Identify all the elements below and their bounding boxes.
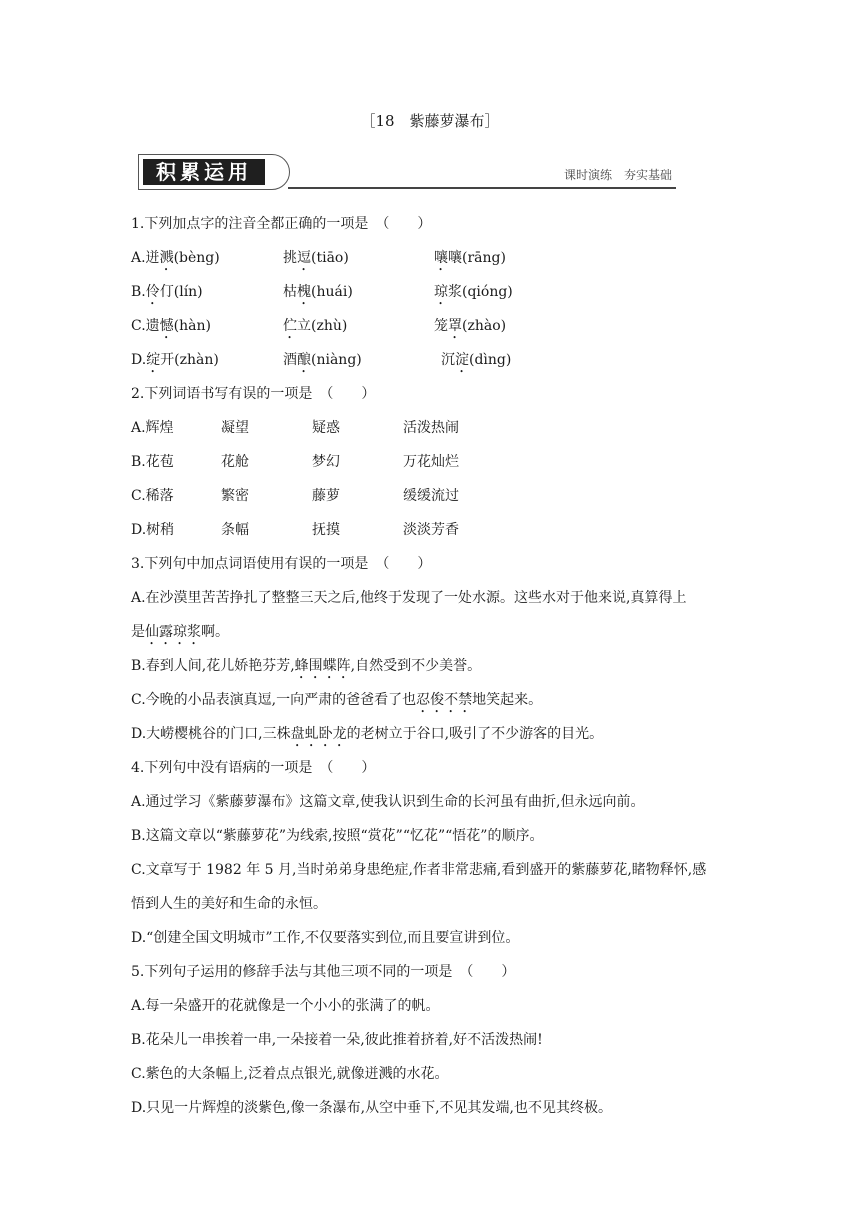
q1-option-a — [131, 244, 731, 278]
q2-a-1: A.辉煌 — [131, 420, 174, 436]
q3-d-pre: D.大崂樱桃谷的门口,三株 — [131, 726, 291, 742]
q1-d-3: 沉淀(dìng) — [441, 352, 512, 368]
q3-a-pre: 是 — [131, 624, 145, 640]
q1-a-1: A.迸溅(bèng) — [131, 250, 220, 266]
questions — [131, 210, 731, 1128]
q3-option-b — [131, 652, 731, 686]
q2-a-2: 凝望 — [221, 420, 249, 436]
banner-tab — [138, 154, 290, 190]
q1-option-c — [131, 312, 731, 346]
q3-c-post: 地笑起来。 — [472, 692, 543, 708]
q3-d-post: 的老树立于谷口,吸引了不少游客的目光。 — [346, 726, 604, 742]
q2-b-3: 梦幻 — [312, 454, 340, 470]
q2-b-4: 万花灿烂 — [403, 454, 459, 470]
q5-option-a: A.每一朵盛开的花就像是一个小小的张满了的帆。 — [131, 998, 440, 1014]
q4-option-c-line1: C.文章写于 1982 年 5 月,当时弟弟身患绝症,作者非常悲痛,看到盛开的紫藤萝花,睹物释怀,感 — [131, 862, 707, 878]
question-1-stem: 1.下列加点字的注音全都正确的一项是 （ ） — [131, 216, 432, 232]
q4-option-b: B.这篇文章以“紫藤萝花”为线索,按照“赏花”“忆花”“悟花”的顺序。 — [131, 828, 544, 844]
q1-a-2: 挑逗(tiāo) — [283, 250, 349, 266]
q2-b-1: B.花苞 — [131, 454, 174, 470]
q1-c-2: 伫立(zhù) — [283, 318, 348, 334]
q2-a-3: 疑惑 — [312, 420, 340, 436]
q3-a-post: 啊。 — [201, 624, 229, 640]
q2-c-4: 缓缓流过 — [403, 488, 459, 504]
q3-d-dotted: 盘虬卧龙 — [290, 726, 347, 742]
question-2-stem: 2.下列词语书写有误的一项是 （ ） — [131, 386, 376, 402]
q4-option-d: D.“创建全国文明城市”工作,不仅要落实到位,而且要宣讲到位。 — [131, 930, 520, 946]
q3-option-a-line2 — [131, 618, 731, 652]
q1-b-1: B.伶仃(lín) — [131, 284, 203, 300]
q2-option-b — [131, 448, 731, 482]
q4-option-a: A.通过学习《紫藤萝瀑布》这篇文章,使我认识到生命的长河虽有曲折,但永远向前。 — [131, 794, 645, 810]
q2-b-2: 花舱 — [221, 454, 249, 470]
q3-c-dotted: 忍俊不禁 — [416, 692, 473, 708]
q3-option-c — [131, 686, 731, 720]
q2-d-3: 抚摸 — [312, 522, 340, 538]
q5-option-d: D.只见一片辉煌的淡紫色,像一条瀑布,从空中垂下,不见其发端,也不见其终极。 — [131, 1100, 612, 1116]
q1-d-2: 酒酿(niàng) — [283, 352, 362, 368]
q5-option-b: B.花朵儿一串挨着一串,一朵接着一朵,彼此推着挤着,好不活泼热闹! — [131, 1032, 543, 1048]
banner-subtitle: 课时演练 夯实基础 — [563, 168, 672, 182]
lesson-title: ［18 紫藤萝瀑布］ — [360, 112, 500, 130]
q2-option-a — [131, 414, 731, 448]
q3-b-dotted: 蜂围蝶阵 — [294, 658, 351, 674]
q3-c-pre: C.今晚的小品表演真逗,一向严肃的爸爸看了也 — [131, 692, 417, 708]
q1-option-b — [131, 278, 731, 312]
q3-option-d — [131, 720, 731, 754]
q1-c-3: 笼罩(zhào) — [434, 318, 507, 334]
q2-c-1: C.稀落 — [131, 488, 174, 504]
q2-d-2: 条幅 — [221, 522, 249, 538]
q3-b-post: ,自然受到不少美誉。 — [350, 658, 482, 674]
q1-c-1: C.遗憾(hàn) — [131, 318, 211, 334]
q1-option-d — [131, 346, 731, 380]
q2-d-4: 淡淡芳香 — [403, 522, 459, 538]
q2-option-c — [131, 482, 731, 516]
banner-label: 积累运用 — [143, 159, 265, 185]
q3-option-a-line1: A.在沙漠里苦苦挣扎了整整三天之后,他终于发现了一处水源。这些水对于他来说,真算得上 — [131, 590, 687, 606]
q1-a-3: 嚷嚷(rāng) — [434, 250, 506, 266]
q1-b-3: 琼浆(qióng) — [434, 284, 513, 300]
q2-c-2: 繁密 — [221, 488, 249, 504]
question-3-stem: 3.下列句中加点词语使用有误的一项是 （ ） — [131, 556, 432, 572]
q3-b-pre: B.春到人间,花儿娇艳芬芳, — [131, 658, 295, 674]
q4-option-c-line2: 悟到人生的美好和生命的永恒。 — [131, 896, 327, 912]
question-5-stem: 5.下列句子运用的修辞手法与其他三项不同的一项是 （ ） — [131, 964, 516, 980]
banner-rule — [288, 187, 676, 189]
q2-option-d — [131, 516, 731, 550]
q1-d-1: D.绽开(zhàn) — [131, 352, 219, 368]
q2-a-4: 活泼热闹 — [403, 420, 459, 436]
question-4-stem: 4.下列句中没有语病的一项是 （ ） — [131, 760, 376, 776]
q1-b-2: 枯槐(huái) — [283, 284, 353, 300]
q2-c-3: 藤萝 — [312, 488, 340, 504]
q2-d-1: D.树稍 — [131, 522, 175, 538]
section-banner — [138, 154, 676, 190]
q3-a-dotted: 仙露琼浆 — [145, 624, 201, 640]
q5-option-c: C.紫色的大条幅上,泛着点点银光,就像迸溅的水花。 — [131, 1066, 449, 1082]
